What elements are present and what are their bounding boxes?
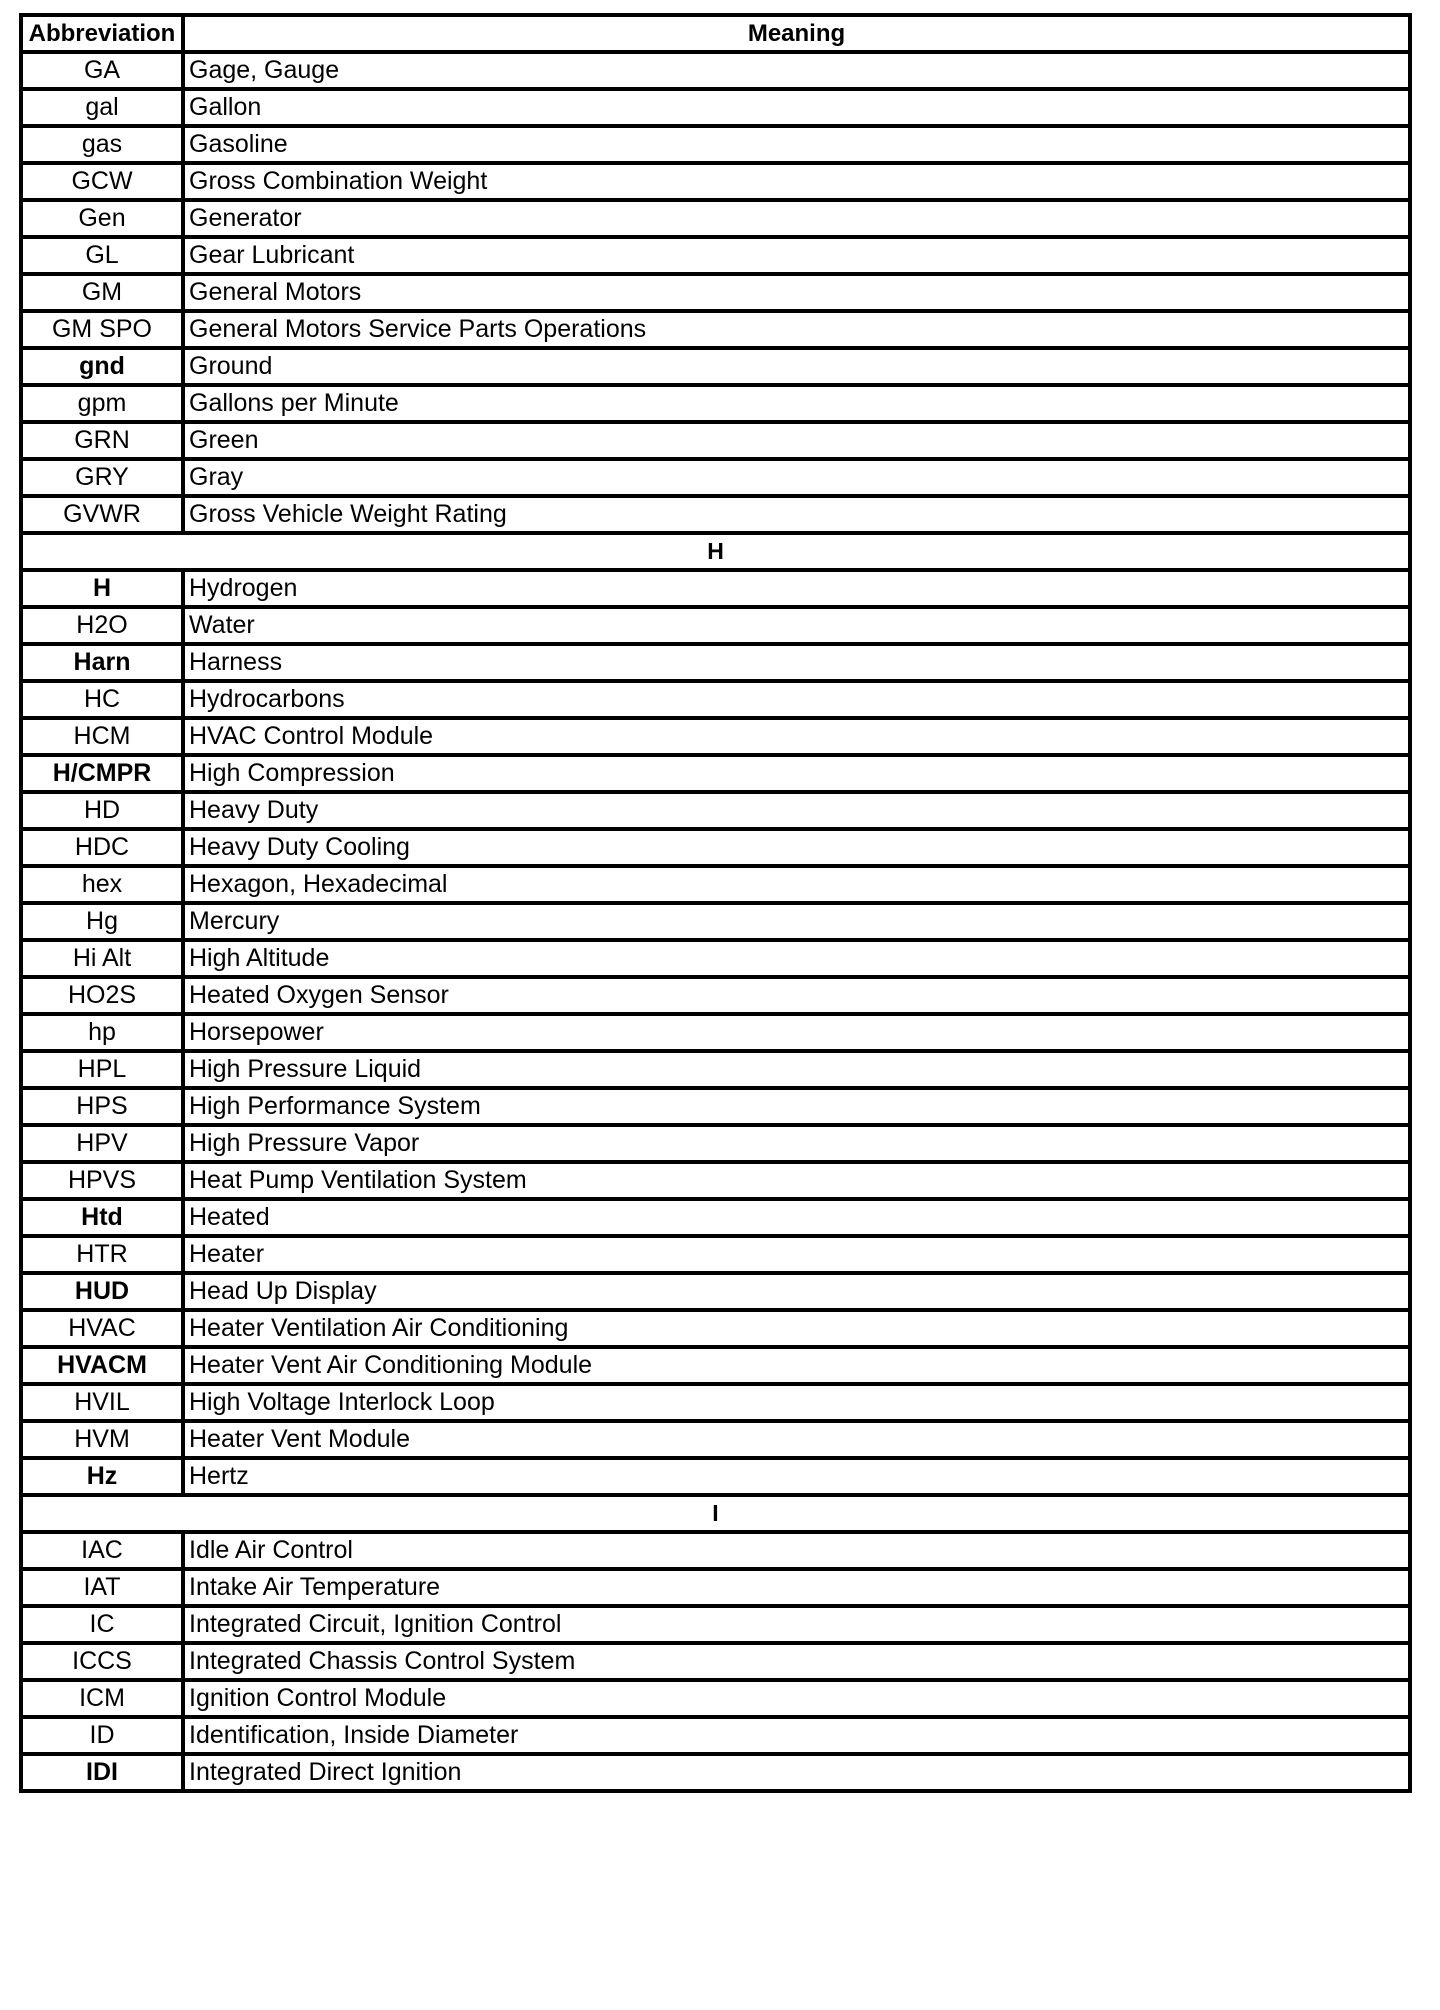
abbreviation-cell: GM SPO [21, 311, 183, 348]
table-row [21, 1532, 1410, 1569]
table-row [21, 1125, 1410, 1162]
meaning-cell: High Compression [183, 755, 1410, 792]
abbreviation-cell: HVIL [21, 1384, 183, 1421]
meaning-cell: Horsepower [183, 1014, 1410, 1051]
meaning-cell: High Pressure Vapor [183, 1125, 1410, 1162]
table-body [21, 52, 1410, 1791]
abbreviation-cell: H [21, 570, 183, 607]
table-row [21, 496, 1410, 533]
meaning-cell: High Voltage Interlock Loop [183, 1384, 1410, 1421]
abbreviation-cell: Gen [21, 200, 183, 237]
abbreviation-cell: IDI [21, 1754, 183, 1791]
table-row [21, 1754, 1410, 1791]
table-row [21, 570, 1410, 607]
abbreviation-cell: GRY [21, 459, 183, 496]
table-row [21, 1384, 1410, 1421]
abbreviation-cell: Hz [21, 1458, 183, 1495]
meaning-cell: Integrated Circuit, Ignition Control [183, 1606, 1410, 1643]
abbreviation-cell: IAT [21, 1569, 183, 1606]
table-row [21, 274, 1410, 311]
meaning-cell: High Altitude [183, 940, 1410, 977]
abbreviation-cell: HVAC [21, 1310, 183, 1347]
meaning-cell: Gallons per Minute [183, 385, 1410, 422]
abbreviation-cell: hex [21, 866, 183, 903]
abbreviation-cell: Hi Alt [21, 940, 183, 977]
meaning-cell: Gage, Gauge [183, 52, 1410, 89]
meaning-cell: Heated Oxygen Sensor [183, 977, 1410, 1014]
abbreviation-cell: ICM [21, 1680, 183, 1717]
table-row [21, 1606, 1410, 1643]
table-row [21, 1273, 1410, 1310]
abbreviation-cell: HVACM [21, 1347, 183, 1384]
meaning-cell: Integrated Chassis Control System [183, 1643, 1410, 1680]
table-row [21, 940, 1410, 977]
meaning-cell: Gray [183, 459, 1410, 496]
abbreviation-cell: GCW [21, 163, 183, 200]
table-row [21, 644, 1410, 681]
abbreviation-cell: GA [21, 52, 183, 89]
meaning-cell: Gross Combination Weight [183, 163, 1410, 200]
table-row [21, 52, 1410, 89]
meaning-cell: Heavy Duty [183, 792, 1410, 829]
meaning-cell: Harness [183, 644, 1410, 681]
table-row [21, 681, 1410, 718]
meaning-cell: Green [183, 422, 1410, 459]
table-row [21, 126, 1410, 163]
section-header-row [21, 1495, 1410, 1532]
meaning-cell: Gear Lubricant [183, 237, 1410, 274]
table-row [21, 1162, 1410, 1199]
meaning-cell: HVAC Control Module [183, 718, 1410, 755]
abbreviation-cell: GM [21, 274, 183, 311]
table-row [21, 311, 1410, 348]
abbreviation-cell: HTR [21, 1236, 183, 1273]
meaning-cell: Identification, Inside Diameter [183, 1717, 1410, 1754]
abbreviation-cell: HCM [21, 718, 183, 755]
abbreviation-cell: H/CMPR [21, 755, 183, 792]
meaning-cell: High Performance System [183, 1088, 1410, 1125]
abbreviation-cell: Htd [21, 1199, 183, 1236]
table-row [21, 1421, 1410, 1458]
table-row [21, 1014, 1410, 1051]
meaning-cell: High Pressure Liquid [183, 1051, 1410, 1088]
meaning-cell: Heater Vent Air Conditioning Module [183, 1347, 1410, 1384]
abbreviation-cell: gas [21, 126, 183, 163]
abbreviation-cell: GRN [21, 422, 183, 459]
meaning-cell: Ground [183, 348, 1410, 385]
abbreviation-table [19, 13, 1412, 1793]
table-row [21, 1347, 1410, 1384]
table-row [21, 903, 1410, 940]
table-row [21, 348, 1410, 385]
abbreviation-cell: HDC [21, 829, 183, 866]
table-row [21, 1458, 1410, 1495]
abbreviation-cell: gnd [21, 348, 183, 385]
meaning-cell: Head Up Display [183, 1273, 1410, 1310]
meaning-cell: Ignition Control Module [183, 1680, 1410, 1717]
table-row [21, 200, 1410, 237]
meaning-cell: Generator [183, 200, 1410, 237]
abbreviation-cell: HPL [21, 1051, 183, 1088]
table-row [21, 237, 1410, 274]
header-abbreviation: Abbreviation [21, 15, 183, 52]
abbreviation-cell: HPV [21, 1125, 183, 1162]
abbreviation-cell: ICCS [21, 1643, 183, 1680]
meaning-cell: Heater [183, 1236, 1410, 1273]
meaning-cell: Heater Vent Module [183, 1421, 1410, 1458]
table-row [21, 1643, 1410, 1680]
table-row [21, 1717, 1410, 1754]
table-row [21, 1569, 1410, 1606]
abbreviation-cell: IC [21, 1606, 183, 1643]
table-row [21, 829, 1410, 866]
abbreviation-cell: GVWR [21, 496, 183, 533]
abbreviation-cell: HVM [21, 1421, 183, 1458]
table-row [21, 977, 1410, 1014]
abbreviation-cell: ID [21, 1717, 183, 1754]
abbreviation-cell: GL [21, 237, 183, 274]
section-label: H [21, 533, 1410, 570]
table-row [21, 459, 1410, 496]
meaning-cell: Intake Air Temperature [183, 1569, 1410, 1606]
meaning-cell: Hertz [183, 1458, 1410, 1495]
table-row [21, 1236, 1410, 1273]
meaning-cell: Gross Vehicle Weight Rating [183, 496, 1410, 533]
table-row [21, 1310, 1410, 1347]
table-row [21, 89, 1410, 126]
abbreviation-cell: gal [21, 89, 183, 126]
meaning-cell: Integrated Direct Ignition [183, 1754, 1410, 1791]
meaning-cell: Heat Pump Ventilation System [183, 1162, 1410, 1199]
meaning-cell: Gasoline [183, 126, 1410, 163]
abbreviation-cell: HO2S [21, 977, 183, 1014]
meaning-cell: Hydrocarbons [183, 681, 1410, 718]
section-label: I [21, 1495, 1410, 1532]
meaning-cell: Hexagon, Hexadecimal [183, 866, 1410, 903]
table-row [21, 385, 1410, 422]
abbreviation-cell: Hg [21, 903, 183, 940]
table-row [21, 1051, 1410, 1088]
meaning-cell: Heavy Duty Cooling [183, 829, 1410, 866]
abbreviation-cell: HUD [21, 1273, 183, 1310]
header-meaning: Meaning [183, 15, 1410, 52]
abbreviation-cell: HC [21, 681, 183, 718]
header-row [21, 15, 1410, 52]
abbreviation-cell: HPVS [21, 1162, 183, 1199]
abbreviation-cell: HD [21, 792, 183, 829]
table-row [21, 718, 1410, 755]
meaning-cell: Heated [183, 1199, 1410, 1236]
meaning-cell: Idle Air Control [183, 1532, 1410, 1569]
meaning-cell: Heater Ventilation Air Conditioning [183, 1310, 1410, 1347]
meaning-cell: Mercury [183, 903, 1410, 940]
abbreviation-cell: IAC [21, 1532, 183, 1569]
meaning-cell: General Motors Service Parts Operations [183, 311, 1410, 348]
abbreviation-cell: HPS [21, 1088, 183, 1125]
meaning-cell: Hydrogen [183, 570, 1410, 607]
abbreviation-cell: H2O [21, 607, 183, 644]
table-row [21, 792, 1410, 829]
abbreviation-cell: hp [21, 1014, 183, 1051]
table-row [21, 607, 1410, 644]
abbreviation-cell: gpm [21, 385, 183, 422]
table-row [21, 1199, 1410, 1236]
table-row [21, 422, 1410, 459]
meaning-cell: Water [183, 607, 1410, 644]
table-row [21, 163, 1410, 200]
table-row [21, 866, 1410, 903]
table-row [21, 1680, 1410, 1717]
table-row [21, 755, 1410, 792]
meaning-cell: Gallon [183, 89, 1410, 126]
section-header-row [21, 533, 1410, 570]
table-row [21, 1088, 1410, 1125]
meaning-cell: General Motors [183, 274, 1410, 311]
abbreviation-cell: Harn [21, 644, 183, 681]
